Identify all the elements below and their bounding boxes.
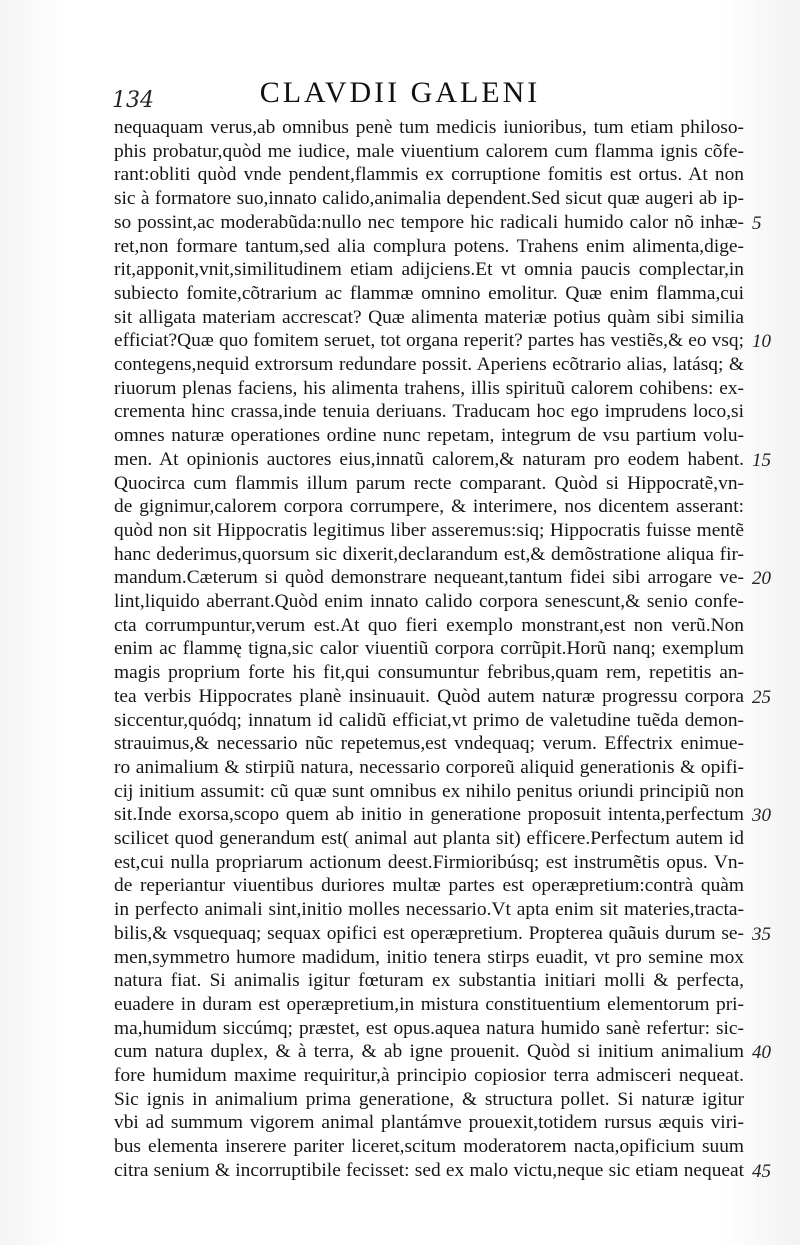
- text-line: ret,non formare tantum,sed alia complura potens. Trahens enim alimenta,dige-: [114, 235, 744, 257]
- text-line: vbi ad summum vigorem animal plantámve prouexit,totidem rursus æquis viri-: [114, 1112, 744, 1134]
- text-line: fore humidum maxime requiritur,à principio copiosior terra admisceri nequeat.: [114, 1065, 744, 1086]
- text-line: quòd non sit Hippocratis legitimus liber asseremus:siq; Hippocratis fuisse mentẽ: [114, 519, 744, 541]
- text-line: sit alligata materiam accrescat? Quæ alimenta materiæ potius quàm sibi similia: [114, 306, 744, 328]
- text-line: euadere in duram est operæpretium,in mistura constituentium elementorum pri-: [114, 993, 744, 1015]
- text-line: hanc dederimus,quorsum sic dixerit,declarandum est,& demõstratione aliqua fir-: [114, 543, 744, 565]
- text-line: mandum.Cæterum si quòd demonstrare nequeant,tantum fidei sibi arrogare ve-: [114, 567, 744, 589]
- text-line: men,symmetro humore madidum, initio tenera stirps euadit, vt pro semine mox: [114, 946, 744, 968]
- page-number: 134: [112, 88, 154, 113]
- text-line: rant:obliti quòd vnde pendent,flammis ex corruptione fomitis est ortus. At non: [114, 164, 744, 186]
- margin-line-number: 40: [752, 1042, 771, 1064]
- margin-line-number: 10: [752, 331, 771, 353]
- text-line: contegens,nequid extrorsum redundare possit. Aperiens ecõtrario alias, latásq; &: [114, 354, 744, 375]
- text-line: crementa hinc crassa,inde tenuia deriuans. Traducam hoc ego imprudens loco,si: [114, 401, 744, 423]
- text-line: tea verbis Hippocrates planè insinuauit. Quòd autem naturæ progressu corpora: [114, 685, 744, 707]
- text-line: scilicet quod generandum est( animal aut planta sit) efficere.Perfectum autem id: [114, 828, 744, 849]
- text-line: est,cui nulla propriarum actionum deest.Firmioribúsq; est instrumẽtis opus. Vn-: [114, 851, 744, 873]
- text-line: natura fiat. Si animalis igitur fœturam ex substantia initiari molli & perfecta,: [114, 970, 744, 992]
- text-line: phis probatur,quòd me iudice, male viuentium calorem cum flamma ignis cõfe-: [114, 140, 744, 162]
- text-line: in perfecto animali sint,initio molles necessario.Vt apta enim sit materies,tracta-: [114, 899, 744, 921]
- text-line: cum natura duplex, & à terra, & ab igne prouenit. Quòd si initium animalium: [114, 1041, 744, 1063]
- margin-line-number: 35: [752, 923, 771, 945]
- text-line: riuorum plenas faciens, his alimenta trahens, illis spirituũ calorem cohibens: ex-: [114, 377, 744, 399]
- text-line: nequaquam verus,ab omnibus penè tum medicis iunioribus, tum etiam philoso-: [114, 117, 744, 138]
- margin-line-number: 25: [752, 686, 771, 708]
- margin-line-number: 15: [752, 449, 771, 471]
- text-line: sic à formatore suo,innato calido,animalia dependent.Sed sicut quæ augeri ab ip-: [114, 188, 744, 210]
- text-line: omnes naturæ operationes ordine nunc repetam, integrum de vsu partium volu-: [114, 425, 744, 447]
- text-line: de reperiantur viuentibus duriores multæ partes est operæpretium:contrà quàm: [114, 875, 744, 897]
- text-line: sit.Inde exorsa,scopo quem ab initio in generatione proposuit intenta,perfectum: [114, 804, 744, 826]
- text-line: strauimus,& necessario nũc repetemus,est vndequaq; verum. Effectrix enimue-: [114, 733, 744, 755]
- text-line: enim ac flammę tigna,sic calor viuentiũ corpora corrũpit.Horũ nanq; exemplum: [114, 638, 744, 660]
- text-line: ro animalium & stirpiũ natura, necessario corporeũ aliquid generationis & opifi-: [114, 756, 744, 778]
- text-line: lint,liquido aberrant.Quòd enim innato calido corpora senescunt,& senio confe-: [114, 591, 744, 612]
- text-line: cij initium assumit: cũ quæ sunt omnibus ex nihilo penitus oriundi principiũ non: [114, 780, 744, 802]
- text-line: Sic ignis in animalium prima generatione, & structura pollet. Si naturæ igitur: [114, 1088, 744, 1110]
- text-line: so possint,ac moderabũda:nullo nec tempore hic radicali humido calor nõ inhæ-: [114, 211, 744, 233]
- text-line: men. At opinionis auctores eius,innatũ calorem,& naturam pro eodem habent.: [114, 448, 744, 470]
- text-line: citra senium & incorruptibile fecisset: sed ex malo victu,neque sic etiam nequeat: [114, 1159, 744, 1181]
- text-line: rit,apponit,vnit,similitudinem etiam adijciens.Et vt omnia paucis complectar,in: [114, 259, 744, 281]
- text-line: subiecto fomite,cõtrarium ac flammæ omnino emolitur. Quæ enim flamma,cui: [114, 282, 744, 304]
- text-line: cta corrumpuntur,verum est.At quo fieri exemplo monstrant,est non verũ.Non: [114, 614, 744, 636]
- text-line: magis proprium forte his fit,qui consumuntur febribus,quam rem, repetitis an-: [114, 662, 744, 684]
- text-line: bilis,& vsquequaq; sequax opifici est operæpretium. Propterea quãuis durum se-: [114, 922, 744, 944]
- text-line: efficiat?Quæ quo fomitem seruet, tot organa reperit? partes has vestiẽs,& eo vsq;: [114, 330, 744, 352]
- margin-line-number: 30: [752, 805, 771, 827]
- text-line: siccentur,quódq; innatum id calidũ efficiat,vt primo de valetudine tuẽda demon-: [114, 709, 744, 731]
- text-line: Quocirca cum flammis illum parum recte comparant. Quòd si Hippocratẽ,vn-: [114, 472, 744, 494]
- margin-line-number: 5: [752, 212, 762, 234]
- text-line: de gignimur,calorem corpora corrumpere, & interimere, nos dicentem asserant:: [114, 496, 744, 518]
- text-line: ma,humidum siccúmq; præstet, est opus.aquea natura humido sanè refertur: sic-: [114, 1017, 744, 1039]
- running-head: CLAVDII GALENI: [259, 76, 541, 109]
- text-line: bus elementa inserere pariter liceret,scitum moderatorem nacta,opificium suum: [114, 1136, 744, 1158]
- margin-line-number: 20: [752, 568, 771, 590]
- margin-line-number: 45: [752, 1160, 771, 1182]
